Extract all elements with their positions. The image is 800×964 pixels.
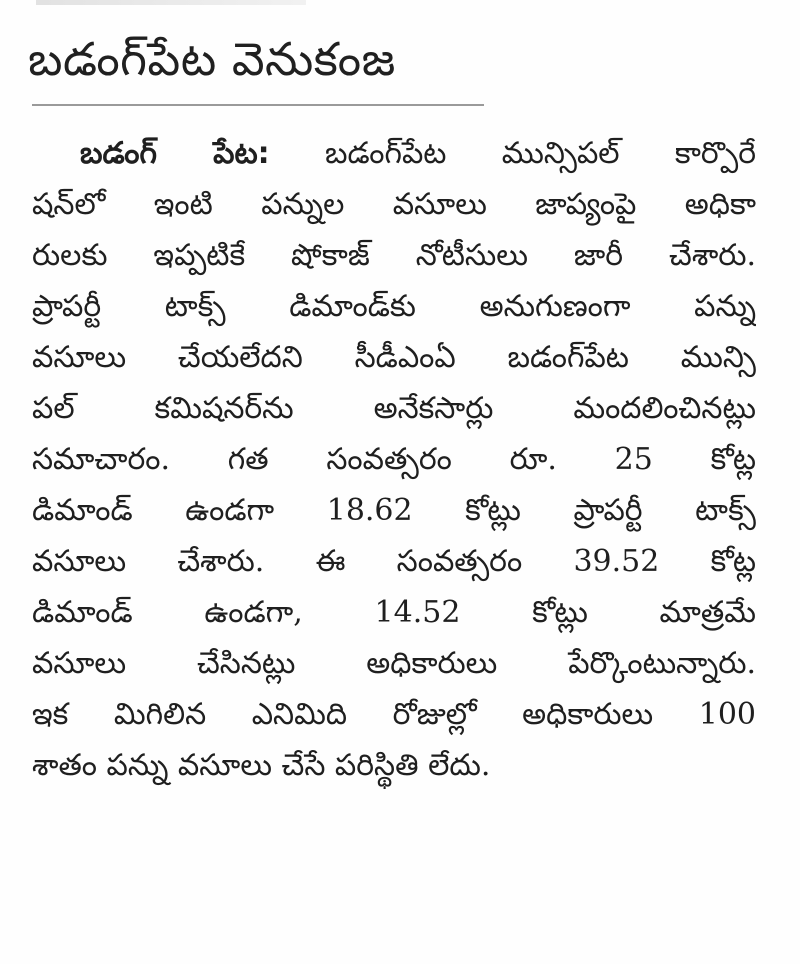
article-line: శాతం పన్ను వసూలు చేసే పరిస్థితి లేదు. bbox=[32, 748, 491, 783]
dateline: బడంగ్ పేట: bbox=[80, 136, 270, 171]
cropped-previous-line bbox=[36, 0, 306, 5]
article-line: డిమాండ్ ఉండగా, 14.52 కోట్లు మాత్రమే bbox=[32, 595, 756, 630]
article-line-text: బడంగ్‌పేట మున్సిపల్ కార్పొరే bbox=[325, 136, 756, 171]
article-line: ప్రాపర్టీ టాక్స్ డిమాండ్‌కు అనుగుణంగా పన్ను bbox=[32, 289, 756, 324]
article-line: ఇక మిగిలిన ఎనిమిది రోజుల్లో అధికారులు 100 bbox=[32, 697, 756, 732]
article-line: వసూలు చేయలేదని సీడీఎంఏ బడంగ్‌పేట మున్సి bbox=[32, 340, 756, 375]
article-line bbox=[32, 128, 756, 179]
article-line: సమాచారం. గత సంవత్సరం రూ. 25 కోట్ల bbox=[32, 442, 756, 477]
article-body bbox=[32, 128, 756, 791]
article-line: రులకు ఇప్పటికే షోకాజ్ నోటీసులు జారీ చేశారు. bbox=[32, 238, 756, 273]
headline-divider bbox=[32, 104, 484, 106]
article-line: వసూలు చేసినట్లు అధికారులు పేర్కొంటున్నారు. bbox=[32, 646, 756, 681]
article-line: షన్‌లో ఇంటి పన్నుల వసూలు జాప్యంపై అధికా bbox=[32, 187, 756, 222]
article-line: వసూలు చేశారు. ఈ సంవత్సరం 39.52 కోట్ల bbox=[32, 544, 756, 579]
article-line: డిమాండ్ ఉండగా 18.62 కోట్లు ప్రాపర్టీ టాక్స్ bbox=[32, 493, 756, 528]
headline: బడంగ్‌పేట వెనుకంజ bbox=[28, 32, 396, 86]
article-line: పల్ కమిషనర్‌ను అనేకసార్లు మందలించినట్లు bbox=[32, 391, 756, 426]
